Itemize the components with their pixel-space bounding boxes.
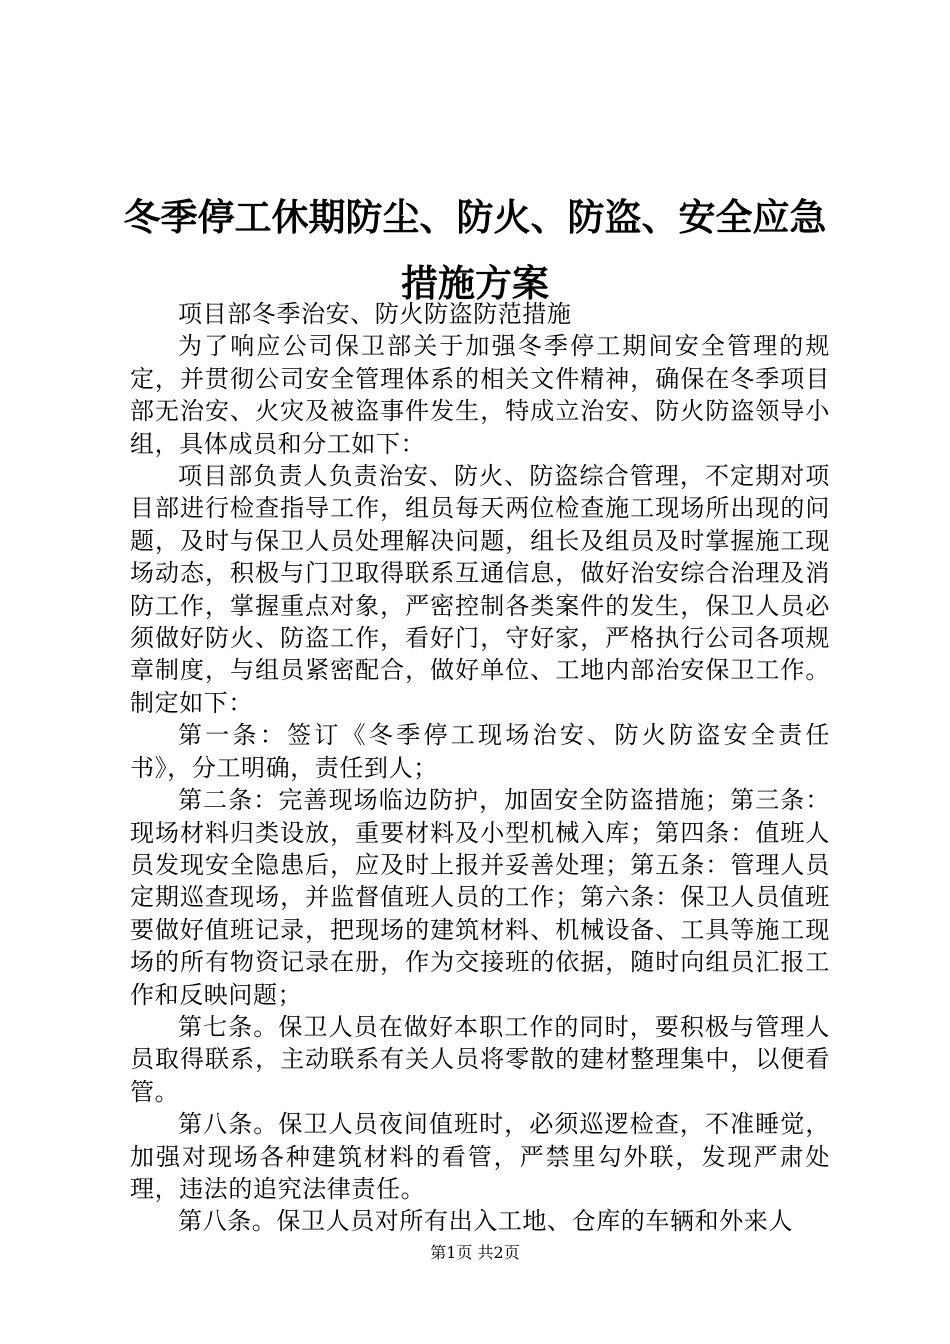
paragraph: 第二条：完善现场临边防护，加固安全防盗措施；第三条：现场材料归类设放，重要材料及小型机械入库；第四条：值班人员发现安全隐患后，应及时上报并妥善处理；第五条：管理人员定期巡查现场，并监督值班人员的工作；第六条：保卫人员值班要做好值班记录，把现场的建筑材料、机械设备、工具等施工现场的所有物资记录在册，作为交接班的依据，随时向组员汇报工作和反映问题； xyxy=(130,786,830,1009)
paragraph: 第七条。保卫人员在做好本职工作的同时，要积极与管理人员取得联系，主动联系有关人员将零散的建材整理集中，以便看管。 xyxy=(130,1012,830,1106)
document-body xyxy=(130,298,830,1238)
paragraph: 第八条。保卫人员对所有出入工地、仓库的车辆和外来人 xyxy=(178,1207,793,1236)
page-number-footer: 第1页 共2页 xyxy=(430,1243,520,1262)
paragraph-heading: 项目部冬季治安、防火防盗防范措施 xyxy=(178,300,572,328)
paragraph: 项目部负责人负责治安、防火、防盗综合管理，不定期对项目部进行检查指导工作，组员每天两位检查施工现场所出现的问题，及时与保卫人员处理解决问题，组长及组员及时掌握施工现场动态，积极与门卫取得联系互通信息，做好治安综合治理及消防工作，掌握重点对象，严密控制各类案件的发生，保卫人员必须做好防火、防盗工作，看好门，守好家，严格执行公司各项规章制度，与组员紧密配合，做好单位、工地内部治安保卫工作。制定如下： xyxy=(130,462,830,717)
paragraph: 第八条。保卫人员夜间值班时，必须巡逻检查，不准睡觉，加强对现场各种建筑材料的看管，严禁里勾外联，发现严肃处理，违法的追究法律责任。 xyxy=(130,1110,830,1203)
paragraph: 为了响应公司保卫部关于加强冬季停工期间安全管理的规定，并贯彻公司安全管理体系的相关文件精神，确保在冬季项目部无治安、火灾及被盗事件发生，特成立治安、防火防盗领导小组，具体成员和分工如下： xyxy=(130,332,830,458)
paragraph: 第一条：签订《冬季停工现场治安、防火防盗安全责任书》，分工明确，责任到人； xyxy=(130,721,830,782)
document-title: 冬季停工休期防尘、防火、防盗、安全应急措施方案 xyxy=(123,196,827,305)
